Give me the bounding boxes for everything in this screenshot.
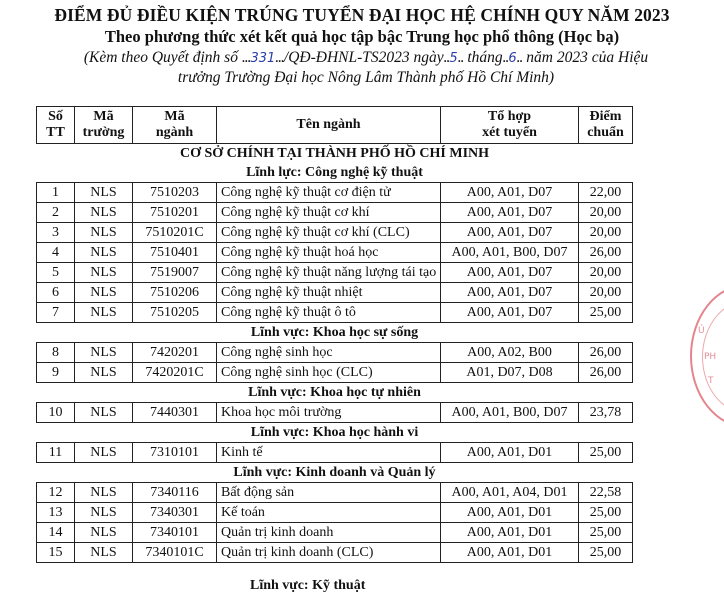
cell-stt: 12	[37, 483, 75, 503]
cell-diem-chuan: 22,58	[579, 483, 633, 503]
cell-ma-truong: NLS	[75, 363, 133, 383]
document-title: ĐIỂM ĐỦ ĐIỀU KIỆN TRÚNG TUYỂN ĐẠI HỌC HỆ CHÍNH QUY NĂM 2023	[54, 5, 670, 25]
cell-ma-truong: NLS	[75, 483, 133, 503]
cell-ten-nganh: Bất động sản	[217, 483, 441, 503]
cell-ma-truong: NLS	[75, 343, 133, 363]
header-stt: Số TT	[37, 107, 75, 144]
campus-row	[37, 144, 633, 164]
cell-diem-chuan: 25,00	[579, 543, 633, 563]
field-group-row	[37, 383, 633, 403]
decision-line2: trưởng Trường Đại học Nông Lâm Thành phố Hồ Chí Minh)	[177, 69, 555, 86]
cell-ten-nganh: Công nghệ sinh học (CLC)	[217, 363, 441, 383]
table-row	[37, 203, 633, 223]
cell-ma-nganh: 7510205	[133, 303, 217, 323]
cell-ma-truong: NLS	[75, 223, 133, 243]
table-row	[37, 303, 633, 323]
table-row	[37, 503, 633, 523]
cell-diem-chuan: 26,00	[579, 363, 633, 383]
cell-ten-nganh: Công nghệ kỹ thuật hoá học	[217, 243, 441, 263]
table-row	[37, 283, 633, 303]
table-row	[37, 543, 633, 563]
field-group-label: Lĩnh vực: Khoa học sự sống	[37, 323, 633, 343]
cell-stt: 10	[37, 403, 75, 423]
cell-diem-chuan: 23,78	[579, 403, 633, 423]
header-to-hop: Tổ hợp xét tuyển	[441, 107, 579, 144]
cell-ten-nganh: Quản trị kinh doanh	[217, 523, 441, 543]
cell-ma-nganh: 7340301	[133, 503, 217, 523]
cell-to-hop: A00, A02, B00	[441, 343, 579, 363]
cell-to-hop: A01, D07, D08	[441, 363, 579, 383]
cell-ma-nganh: 7510401	[133, 243, 217, 263]
cell-stt: 3	[37, 223, 75, 243]
cell-to-hop: A00, A01, D07	[441, 303, 579, 323]
cell-stt: 14	[37, 523, 75, 543]
cell-ten-nganh: Công nghệ kỹ thuật năng lượng tái tạo	[217, 263, 441, 283]
table-row	[37, 223, 633, 243]
cell-ten-nganh: Quản trị kinh doanh (CLC)	[217, 543, 441, 563]
document-subtitle: Theo phương thức xét kết quả học tập bậc Trung học phổ thông (Học bạ)	[104, 27, 620, 46]
next-field-partial: Lĩnh vực: Kỹ thuật	[250, 578, 366, 593]
header-ma-nganh: Mã ngành	[133, 107, 217, 144]
decision-suffix: năm 2023 của Hiệu	[526, 49, 649, 66]
decision-day-handwritten: 5	[449, 51, 458, 66]
table-row	[37, 183, 633, 203]
cell-stt: 6	[37, 283, 75, 303]
cell-ten-nganh: Kinh tế	[217, 443, 441, 463]
cell-diem-chuan: 25,00	[579, 443, 633, 463]
cell-diem-chuan: 20,00	[579, 203, 633, 223]
cell-diem-chuan: 20,00	[579, 223, 633, 243]
cell-stt: 1	[37, 183, 75, 203]
cell-ma-truong: NLS	[75, 523, 133, 543]
decision-code: /QĐ-ĐHNL-TS2023 ngày	[283, 49, 444, 66]
cell-ma-truong: NLS	[75, 543, 133, 563]
cell-ma-truong: NLS	[75, 443, 133, 463]
cell-ma-nganh: 7340116	[133, 483, 217, 503]
table-header-row	[37, 107, 633, 144]
cell-stt: 8	[37, 343, 75, 363]
cell-diem-chuan: 25,00	[579, 303, 633, 323]
decision-month-handwritten: 6	[508, 51, 517, 66]
cell-ten-nganh: Khoa học môi trường	[217, 403, 441, 423]
cell-ma-nganh: 7440301	[133, 403, 217, 423]
cell-ma-nganh: 7510201C	[133, 223, 217, 243]
cell-to-hop: A00, A01, D01	[441, 443, 579, 463]
cell-diem-chuan: 25,00	[579, 503, 633, 523]
cell-stt: 9	[37, 363, 75, 383]
field-group-row	[37, 323, 633, 343]
cell-to-hop: A00, A01, A04, D01	[441, 483, 579, 503]
cell-ma-nganh: 7340101C	[133, 543, 217, 563]
cell-ma-nganh: 7510203	[133, 183, 217, 203]
cell-ma-nganh: 7519007	[133, 263, 217, 283]
cell-ten-nganh: Công nghệ sinh học	[217, 343, 441, 363]
cell-diem-chuan: 25,00	[579, 523, 633, 543]
campus-label: CƠ SỞ CHÍNH TẠI THÀNH PHỐ HỒ CHÍ MINH	[37, 144, 633, 164]
admission-score-table	[36, 106, 633, 563]
cell-stt: 5	[37, 263, 75, 283]
header-ten-nganh: Tên ngành	[217, 107, 441, 144]
cell-ma-nganh: 7420201	[133, 343, 217, 363]
decision-number-handwritten: 331	[250, 51, 276, 66]
cell-ten-nganh: Công nghệ kỹ thuật ô tô	[217, 303, 441, 323]
table-row	[37, 243, 633, 263]
field-group-row	[37, 463, 633, 483]
cell-ma-truong: NLS	[75, 503, 133, 523]
header-diem-chuan: Điểm chuẩn	[579, 107, 633, 144]
cell-diem-chuan: 20,00	[579, 263, 633, 283]
cell-to-hop: A00, A01, D07	[441, 263, 579, 283]
cell-to-hop: A00, A01, B00, D07	[441, 243, 579, 263]
cell-to-hop: A00, A01, D07	[441, 223, 579, 243]
cell-to-hop: A00, A01, D07	[441, 283, 579, 303]
cell-stt: 15	[37, 543, 75, 563]
cell-stt: 13	[37, 503, 75, 523]
cell-ma-truong: NLS	[75, 283, 133, 303]
decision-prefix: (Kèm theo Quyết định số	[83, 49, 238, 66]
cell-to-hop: A00, A01, D01	[441, 503, 579, 523]
table-row	[37, 443, 633, 463]
cell-diem-chuan: 26,00	[579, 343, 633, 363]
red-seal-stamp	[690, 284, 724, 428]
cell-to-hop: A00, A01, D07	[441, 183, 579, 203]
cell-diem-chuan: 20,00	[579, 283, 633, 303]
cell-ma-truong: NLS	[75, 203, 133, 223]
cell-ma-truong: NLS	[75, 243, 133, 263]
field-group-label: Lĩnh vực: Kinh doanh và Quản lý	[37, 463, 633, 483]
cell-ten-nganh: Công nghệ kỹ thuật nhiệt	[217, 283, 441, 303]
stamp-text-2: PH	[704, 352, 717, 362]
cell-stt: 2	[37, 203, 75, 223]
table-row	[37, 403, 633, 423]
cell-ma-truong: NLS	[75, 183, 133, 203]
cell-ma-nganh: 7340101	[133, 523, 217, 543]
stamp-text-1: Ủ	[698, 326, 705, 336]
cell-stt: 11	[37, 443, 75, 463]
cell-diem-chuan: 22,00	[579, 183, 633, 203]
cell-ma-nganh: 7420201C	[133, 363, 217, 383]
table-row	[37, 483, 633, 503]
field-group-row	[37, 423, 633, 443]
cell-ma-truong: NLS	[75, 303, 133, 323]
cell-ten-nganh: Kế toán	[217, 503, 441, 523]
cell-ma-truong: NLS	[75, 403, 133, 423]
cell-ma-nganh: 7510201	[133, 203, 217, 223]
cell-stt: 4	[37, 243, 75, 263]
cell-ten-nganh: Công nghệ kỹ thuật cơ khí	[217, 203, 441, 223]
cell-ma-truong: NLS	[75, 263, 133, 283]
cell-ten-nganh: Công nghệ kỹ thuật cơ khí (CLC)	[217, 223, 441, 243]
cell-stt: 7	[37, 303, 75, 323]
cell-ten-nganh: Công nghệ kỹ thuật cơ điện tử	[217, 183, 441, 203]
table-row	[37, 343, 633, 363]
table-row	[37, 263, 633, 283]
cell-to-hop: A00, A01, D07	[441, 203, 579, 223]
stamp-text-3: T	[708, 376, 714, 386]
table-row	[37, 363, 633, 383]
cell-to-hop: A00, A01, D01	[441, 543, 579, 563]
cell-ma-nganh: 7510206	[133, 283, 217, 303]
table-row	[37, 523, 633, 543]
cell-ma-nganh: 7310101	[133, 443, 217, 463]
decision-reference: (Kèm theo Quyết định số ...331.../QĐ-ĐHNL-TS2023 ngày..5.. tháng..6.. năm 2023 của Hiệu trưởng Trường Đại học Nông Lâm Thành phố Hồ Chí Minh)	[83, 49, 649, 86]
cell-to-hop: A00, A01, B00, D07	[441, 403, 579, 423]
field-group-label: Lĩnh vực: Khoa học hành vi	[37, 423, 633, 443]
cell-diem-chuan: 26,00	[579, 243, 633, 263]
cell-to-hop: A00, A01, D01	[441, 523, 579, 543]
header-ma-truong: Mã trường	[75, 107, 133, 144]
field-group-label: Lĩnh lực: Công nghệ kỹ thuật	[37, 163, 633, 183]
field-group-label: Lĩnh vực: Khoa học tự nhiên	[37, 383, 633, 403]
decision-month-label: tháng	[467, 49, 503, 66]
field-group-row	[37, 163, 633, 183]
